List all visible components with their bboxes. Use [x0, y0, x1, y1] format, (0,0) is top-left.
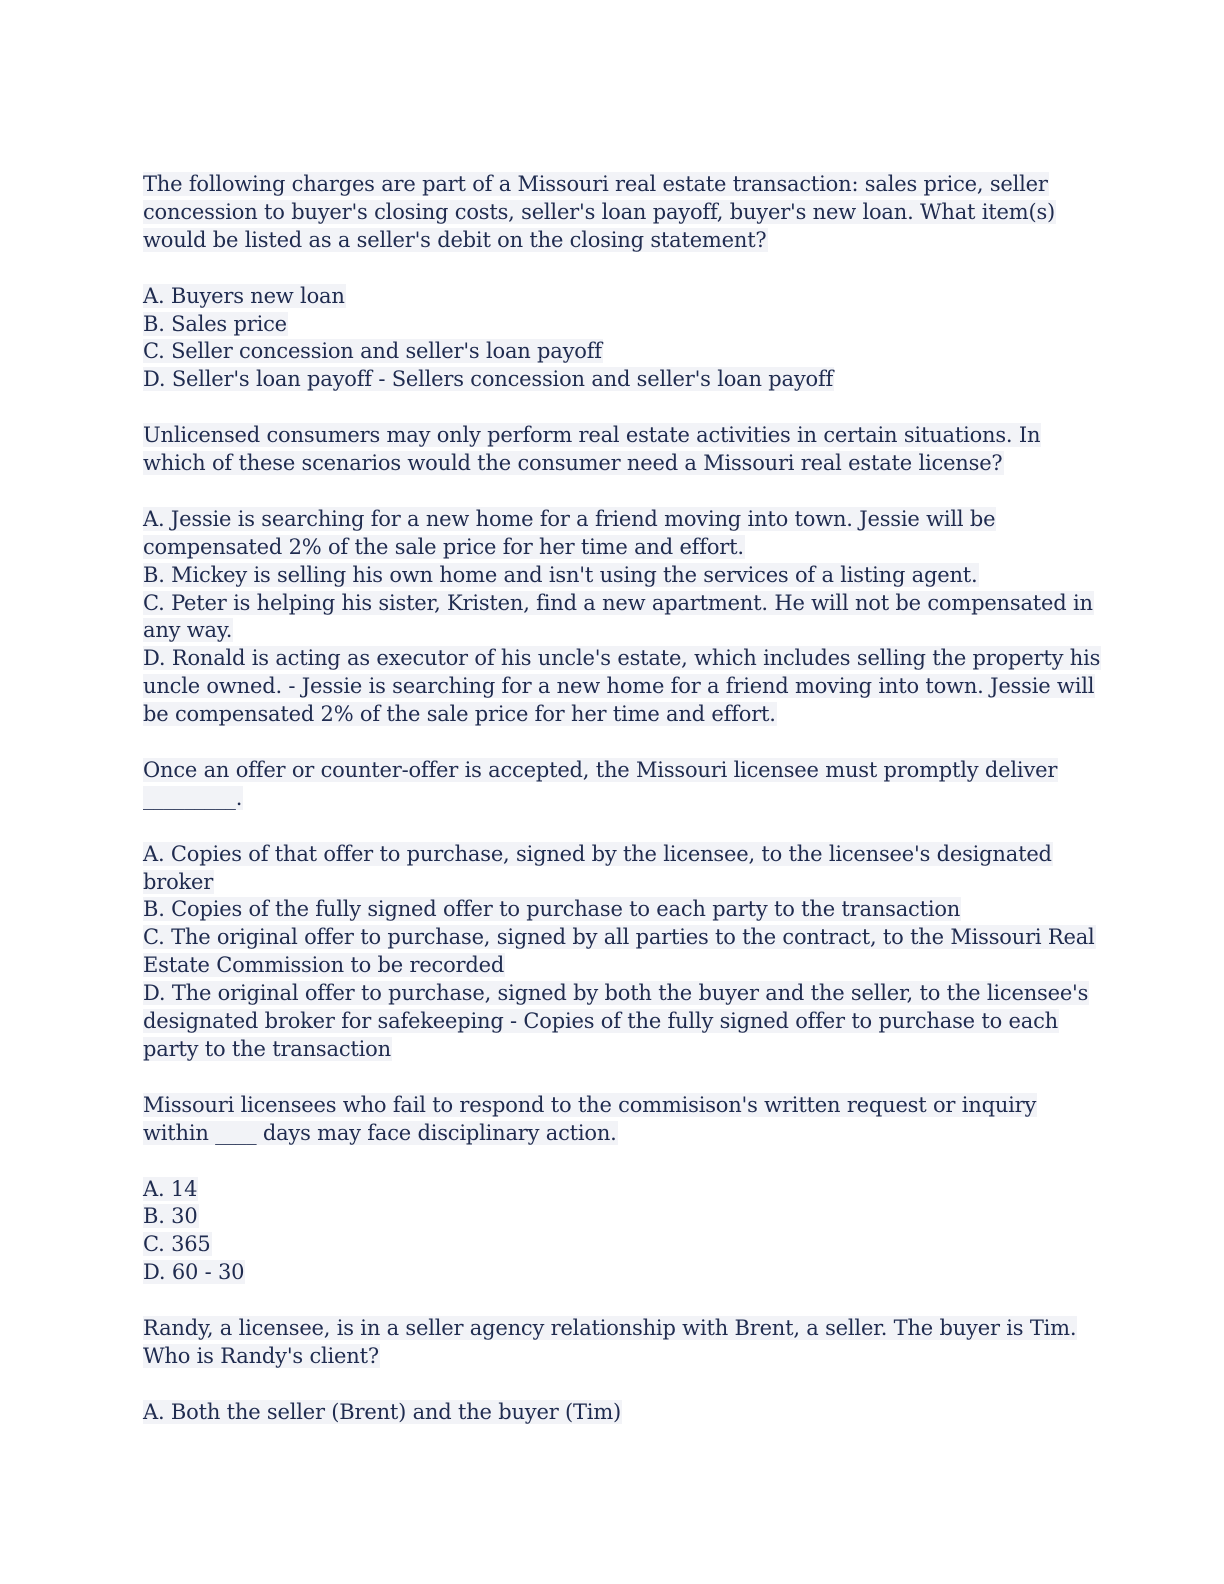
question-3: [143, 757, 1073, 813]
question-line: which of these scenarios would the consumer need a Missouri real estate license?: [143, 451, 1003, 476]
options-3: [143, 841, 1095, 1064]
question-line: Once an offer or counter-offer is accepted, the Missouri licensee must promptly deliver: [143, 757, 1058, 782]
question-5: [143, 1315, 1077, 1371]
option-line: D. Ronald is acting as executor of his uncle's estate, which includes selling the property his: [143, 646, 1101, 671]
question-line: within ____ days may face disciplinary action.: [143, 1120, 617, 1145]
option-line: be compensated 2% of the sale price for her time and effort.: [143, 702, 776, 727]
question-line: Unlicensed consumers may only perform real estate activities in certain situations. In: [143, 423, 1041, 448]
question-line: _________.: [143, 785, 243, 810]
options-2: [143, 506, 1101, 729]
option-line: C. Peter is helping his sister, Kristen, find a new apartment. He will not be compensated in: [143, 590, 1093, 615]
option-line: D. The original offer to purchase, signed by both the buyer and the seller, to the licensee's: [143, 981, 1089, 1006]
option-line: A. Both the seller (Brent) and the buyer (Tim): [143, 1399, 622, 1424]
option-line: C. 365: [143, 1232, 211, 1257]
options-4: [143, 1176, 1073, 1288]
option-line: D. Seller's loan payoff - Sellers concession and seller's loan payoff: [143, 367, 834, 392]
option-line: A. Buyers new loan: [143, 283, 345, 308]
options-5: [143, 1399, 1073, 1427]
question-line: Randy, a licensee, is in a seller agency relationship with Brent, a seller. The buyer is Tim.: [143, 1316, 1077, 1341]
option-line: A. Copies of that offer to purchase, signed by the licensee, to the licensee's designated: [143, 841, 1052, 866]
question-line: Missouri licensees who fail to respond to the commisison's written request or inquiry: [143, 1092, 1037, 1117]
option-line: B. Mickey is selling his own home and isn't using the services of a listing agent.: [143, 562, 978, 587]
option-line: A. Jessie is searching for a new home for a friend moving into town. Jessie will be: [143, 506, 996, 531]
question-line: The following charges are part of a Missouri real estate transaction: sales price, seller: [143, 172, 1048, 196]
question-1: [143, 171, 1073, 255]
question-line: concession to buyer's closing costs, seller's loan payoff, buyer's new loan. What item(s): [143, 199, 1056, 224]
option-line: uncle owned. - Jessie is searching for a new home for a friend moving into town. Jessie will: [143, 674, 1095, 699]
option-line: designated broker for safekeeping - Copies of the fully signed offer to purchase to each: [143, 1009, 1058, 1034]
document-page: [143, 171, 1101, 1455]
option-line: B. Copies of the fully signed offer to purchase to each party to the transaction: [143, 897, 961, 922]
question-2: [143, 422, 1073, 478]
option-line: compensated 2% of the sale price for her time and effort.: [143, 534, 744, 559]
option-line: broker: [143, 869, 214, 894]
option-line: C. Seller concession and seller's loan payoff: [143, 339, 602, 364]
option-line: C. The original offer to purchase, signed by all parties to the contract, to the Missouri Real: [143, 925, 1095, 950]
question-4: [143, 1092, 1073, 1148]
question-line: would be listed as a seller's debit on the closing statement?: [143, 227, 767, 252]
option-line: party to the transaction: [143, 1037, 391, 1062]
option-line: D. 60 - 30: [143, 1260, 245, 1285]
question-line: Who is Randy's client?: [143, 1343, 379, 1368]
option-line: A. 14: [143, 1176, 198, 1201]
options-1: [143, 283, 1073, 395]
option-line: any way.: [143, 618, 233, 643]
option-line: Estate Commission to be recorded: [143, 953, 505, 978]
option-line: B. 30: [143, 1204, 198, 1229]
option-line: B. Sales price: [143, 311, 287, 336]
